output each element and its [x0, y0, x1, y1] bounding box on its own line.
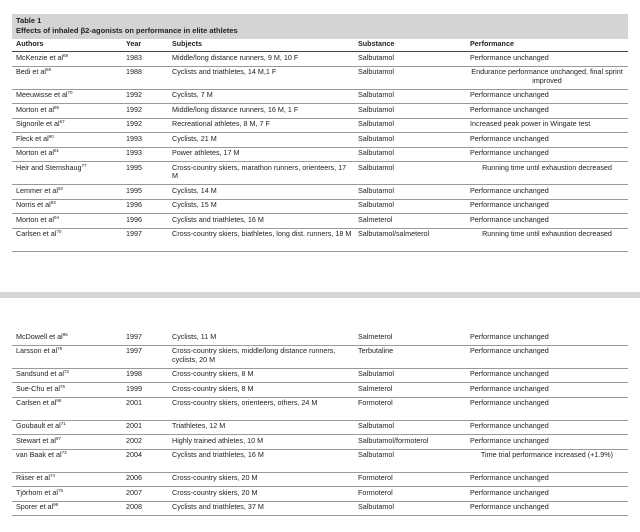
cell-substance: Salbutamol	[354, 368, 466, 383]
author-name: Sandsund et al	[16, 369, 64, 378]
cell-performance: Increased peak power in Wingate test	[466, 118, 628, 133]
table-row	[12, 435, 628, 450]
author-name: Meeuwisse et al	[16, 90, 68, 99]
cell-author	[12, 435, 122, 450]
cell-author	[12, 162, 122, 185]
reference-number: 70	[67, 90, 73, 95]
cell-author	[12, 368, 122, 383]
cell-author	[12, 199, 122, 214]
author-name: Sue-Chu et al	[16, 383, 60, 393]
cell-author	[12, 487, 122, 502]
cell-substance: Salbutamol	[354, 185, 466, 200]
table-row	[12, 214, 628, 229]
cell-performance: Performance unchanged	[466, 383, 628, 398]
cell-subjects: Cyclists and triathletes, 16 M	[168, 214, 354, 229]
cell-subjects: Middle/long distance runners, 16 M, 1 F	[168, 104, 354, 119]
column-header-subjects: Subjects	[168, 39, 354, 52]
author-name: Tjörhom et al	[16, 487, 58, 497]
cell-author	[12, 104, 122, 119]
cell-author	[12, 118, 122, 133]
table-page-bottom	[12, 331, 628, 516]
author-name: Heir and Stemshaug	[16, 162, 82, 172]
reference-number: 89	[53, 104, 59, 110]
author-name: Morton et al	[16, 214, 54, 224]
cell-year: 1983	[122, 52, 168, 67]
author-name: van Baak et al	[16, 450, 62, 459]
table-row	[12, 118, 628, 133]
author-name: Stewart et al	[16, 435, 56, 445]
reference-number: 69	[63, 52, 69, 58]
cell-performance: Running time until exhaustion decreased	[466, 162, 628, 185]
reference-number: 95	[62, 331, 68, 337]
cell-performance: Performance unchanged	[466, 420, 628, 435]
author-name: McDowell et al	[16, 331, 63, 341]
cell-substance: Salmeterol	[354, 214, 466, 229]
cell-year: 1995	[122, 162, 168, 185]
cell-performance: Performance unchanged	[466, 435, 628, 450]
column-header-year: Year	[122, 39, 168, 52]
cell-performance: Performance unchanged	[466, 397, 628, 420]
cell-author	[12, 472, 122, 487]
cell-performance: Performance unchanged	[466, 501, 628, 516]
cell-performance: Time trial performance increased (+1.9%)	[466, 449, 628, 472]
cell-performance: Performance unchanged	[466, 133, 628, 148]
cell-subjects: Cyclists, 21 M	[168, 133, 354, 148]
cell-year: 2006	[122, 472, 168, 487]
cell-substance: Salbutamol	[354, 449, 466, 472]
cell-author	[12, 345, 122, 368]
table-body-top	[12, 52, 628, 252]
cell-author	[12, 133, 122, 148]
cell-year: 1997	[122, 228, 168, 251]
table-row	[12, 397, 628, 420]
table-body-bottom	[12, 331, 628, 516]
cell-author	[12, 185, 122, 200]
cell-subjects: Cyclists, 11 M	[168, 331, 354, 345]
cell-subjects: Triathletes, 12 M	[168, 420, 354, 435]
cell-subjects: Cross-country skiers, 20 M	[168, 487, 354, 502]
author-name: Fleck et al	[16, 133, 49, 143]
reference-number: 72	[63, 369, 69, 374]
cell-subjects: Cross-country skiers, middle/long distance runners, cyclists, 20 M	[168, 345, 354, 368]
cell-subjects: Recreational athletes, 8 M, 7 F	[168, 118, 354, 133]
cell-performance: Performance unchanged	[466, 185, 628, 200]
table-row	[12, 420, 628, 435]
cell-substance: Salbutamol	[354, 501, 466, 516]
cell-subjects: Cross-country skiers, 20 M	[168, 472, 354, 487]
cell-subjects: Cyclists, 14 M	[168, 185, 354, 200]
cell-year: 1988	[122, 66, 168, 89]
cell-substance: Salbutamol/formoterol	[354, 435, 466, 450]
table-row	[12, 147, 628, 162]
reference-number: 73	[61, 450, 67, 455]
table-row	[12, 472, 628, 487]
reference-number: 98	[53, 502, 59, 507]
cell-substance: Salbutamol/salmeterol	[354, 228, 466, 251]
table-row	[12, 487, 628, 502]
cell-author	[12, 449, 122, 472]
cell-year: 2001	[122, 420, 168, 435]
table-row	[12, 185, 628, 200]
cell-performance: Performance unchanged	[466, 199, 628, 214]
cell-subjects: Highly trained athletes, 10 M	[168, 435, 354, 450]
athletes-table-top	[12, 39, 628, 252]
table-header-row	[12, 39, 628, 52]
cell-performance: Performance unchanged	[466, 345, 628, 368]
cell-subjects: Cyclists, 7 M	[168, 89, 354, 104]
cell-subjects: Middle/long distance runners, 9 M, 10 F	[168, 52, 354, 67]
reference-number: 94	[53, 214, 59, 220]
cell-subjects: Cyclists, 15 M	[168, 199, 354, 214]
cell-subjects: Cyclists and triathletes, 37 M	[168, 501, 354, 516]
reference-number: 75	[57, 487, 63, 493]
cell-substance: Salmeterol	[354, 383, 466, 398]
cell-substance: Salbutamol	[354, 66, 466, 89]
author-name: Riiser et al	[16, 473, 50, 482]
cell-performance: Performance unchanged	[466, 147, 628, 162]
table-row	[12, 104, 628, 119]
cell-year: 1992	[122, 89, 168, 104]
reference-number: 67	[59, 119, 65, 124]
cell-performance: Performance unchanged	[466, 331, 628, 345]
cell-substance: Salbutamol	[354, 199, 466, 214]
cell-author	[12, 397, 122, 420]
author-name: McKenzie et al	[16, 52, 64, 62]
cell-year: 1992	[122, 118, 168, 133]
table-row	[12, 199, 628, 214]
reference-number: 70	[56, 229, 62, 234]
cell-year: 1992	[122, 104, 168, 119]
cell-year: 1993	[122, 133, 168, 148]
table-row	[12, 331, 628, 345]
reference-number: 93	[50, 200, 56, 205]
cell-performance: Performance unchanged	[466, 214, 628, 229]
table-title: Effects of inhaled β2-agonists on performance in elite athletes	[16, 26, 238, 35]
author-name: Norris et al	[16, 200, 51, 209]
cell-substance: Formoterol	[354, 472, 466, 487]
table-row	[12, 133, 628, 148]
cell-substance: Salbutamol	[354, 133, 466, 148]
table-row	[12, 345, 628, 368]
author-name: Larsson et al	[16, 346, 58, 355]
author-name: Sporer et al	[16, 502, 54, 511]
athletes-table-bottom	[12, 331, 628, 516]
cell-year: 2008	[122, 501, 168, 516]
reference-number: 78	[57, 346, 63, 351]
cell-performance: Performance unchanged	[466, 104, 628, 119]
cell-subjects: Power athletes, 17 M	[168, 147, 354, 162]
cell-year: 1995	[122, 185, 168, 200]
author-name: Morton et al	[16, 148, 54, 157]
cell-performance: Performance unchanged	[466, 89, 628, 104]
cell-substance: Salbutamol	[354, 420, 466, 435]
cell-substance: Salbutamol	[354, 147, 466, 162]
reference-number: 96	[56, 398, 62, 403]
cell-subjects: Cross-country skiers, biathletes, long dist. runners, 18 M	[168, 228, 354, 251]
author-name: Lemmer et al	[16, 185, 58, 195]
table-page-top	[12, 14, 628, 252]
cell-year: 2002	[122, 435, 168, 450]
cell-year: 1997	[122, 345, 168, 368]
table-caption	[12, 14, 628, 39]
table-row	[12, 52, 628, 67]
cell-subjects: Cyclists and triathletes, 14 M,1 F	[168, 66, 354, 89]
cell-year: 2007	[122, 487, 168, 502]
cell-performance: Performance unchanged	[466, 368, 628, 383]
cell-year: 1996	[122, 199, 168, 214]
cell-substance: Salbutamol	[354, 104, 466, 119]
cell-performance: Performance unchanged	[466, 487, 628, 502]
table-row	[12, 89, 628, 104]
cell-performance: Endurance performance unchanged, final sprint improved	[466, 66, 628, 89]
table-row	[12, 228, 628, 251]
cell-author	[12, 89, 122, 104]
cell-performance: Performance unchanged	[466, 52, 628, 67]
cell-substance: Formoterol	[354, 397, 466, 420]
table-label: Table 1	[16, 16, 42, 25]
reference-number: 97	[55, 435, 61, 441]
cell-performance: Running time until exhaustion decreased	[466, 228, 628, 251]
reference-number: 90	[48, 133, 54, 139]
reference-number: 92	[57, 185, 63, 191]
author-name: Signorile et al	[16, 119, 60, 128]
cell-author	[12, 420, 122, 435]
cell-substance: Terbutaline	[354, 345, 466, 368]
table-row	[12, 501, 628, 516]
reference-number: 71	[60, 421, 66, 426]
cell-author	[12, 501, 122, 516]
author-name: Goubault et al	[16, 421, 61, 430]
table-row	[12, 449, 628, 472]
author-name: Carlsen et al	[16, 229, 57, 238]
table-row	[12, 383, 628, 398]
page-break-band	[0, 292, 640, 298]
column-header-performance: Performance	[466, 39, 628, 52]
cell-substance: Salbutamol	[354, 52, 466, 67]
cell-author	[12, 52, 122, 67]
cell-substance: Formoterol	[354, 487, 466, 502]
cell-author	[12, 66, 122, 89]
author-name: Bedi et al	[16, 67, 46, 76]
cell-subjects: Cross-country skiers, 8 M	[168, 383, 354, 398]
cell-subjects: Cyclists and triathletes, 16 M	[168, 449, 354, 472]
cell-substance: Salbutamol	[354, 118, 466, 133]
column-header-authors: Authors	[12, 39, 122, 52]
reference-number: 76	[59, 383, 65, 389]
table-row	[12, 66, 628, 89]
reference-number: 74	[49, 473, 55, 478]
cell-substance: Salbutamol	[354, 162, 466, 185]
cell-author	[12, 214, 122, 229]
cell-year: 1997	[122, 331, 168, 345]
table-row	[12, 162, 628, 185]
author-name: Morton et al	[16, 104, 54, 114]
cell-year: 1999	[122, 383, 168, 398]
cell-subjects: Cross-country skiers, 8 M	[168, 368, 354, 383]
cell-author	[12, 383, 122, 398]
cell-substance: Salbutamol	[354, 89, 466, 104]
reference-number: 77	[81, 162, 87, 168]
cell-subjects: Cross-country skiers, marathon runners, orienteers, 17 M	[168, 162, 354, 185]
reference-number: 91	[53, 148, 59, 153]
cell-author	[12, 228, 122, 251]
cell-year: 1993	[122, 147, 168, 162]
reference-number: 68	[45, 67, 51, 72]
cell-author	[12, 331, 122, 345]
cell-year: 2001	[122, 397, 168, 420]
cell-year: 1996	[122, 214, 168, 229]
table-row	[12, 368, 628, 383]
cell-substance: Salmeterol	[354, 331, 466, 345]
cell-subjects: Cross-country skiers, orienteers, others, 24 M	[168, 397, 354, 420]
cell-year: 2004	[122, 449, 168, 472]
cell-year: 1998	[122, 368, 168, 383]
cell-performance: Performance unchanged	[466, 472, 628, 487]
column-header-substance: Substance	[354, 39, 466, 52]
cell-author	[12, 147, 122, 162]
author-name: Carlsen et al	[16, 398, 57, 407]
